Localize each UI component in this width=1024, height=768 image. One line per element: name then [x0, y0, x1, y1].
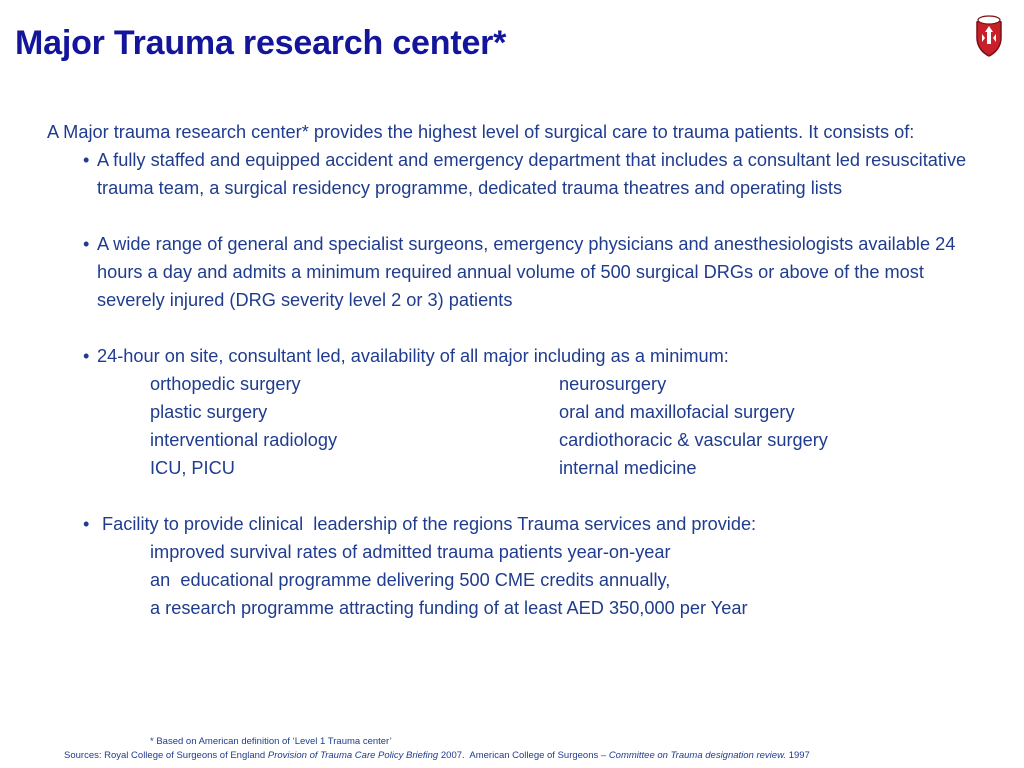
specialty-item: cardiothoracic & vascular surgery — [559, 430, 828, 450]
bullet-text: 24-hour on site, consultant led, availability of all major including as a minimum: — [97, 346, 729, 366]
bullet-text: A wide range of general and specialist surgeons, emergency physicians and anesthesiologists available 24 hours a day and admits a minimum required annual volume of 500 surgical DRGs or above of the most severely injured (DRG severity level 2 or 3) patients — [97, 234, 956, 310]
specialty-item: internal medicine — [559, 458, 697, 478]
slide-title: Major Trauma research center* — [15, 24, 507, 62]
bullet-item — [47, 146, 977, 202]
specialty-list — [47, 370, 977, 482]
specialty-item: oral and maxillofacial surgery — [559, 402, 795, 422]
bullet-item — [47, 230, 977, 314]
intro-text: A Major trauma research center* provides the highest level of surgical care to trauma patients. It consists of: — [47, 122, 915, 142]
specialty-item: plastic surgery — [150, 402, 268, 422]
specialty-item: interventional radiology — [150, 430, 338, 450]
sources-suffix: 1997 — [786, 750, 810, 761]
footnote: * Based on American definition of ‘Level 1 Trauma center’ — [150, 736, 392, 747]
bullet-marker: • — [83, 234, 90, 254]
slide-body — [47, 118, 977, 622]
sources-prefix: Sources: Royal College of Surgeons of England — [64, 750, 268, 761]
specialty-item: neurosurgery — [559, 374, 667, 394]
sub-item: an educational programme delivering 500 CME credits annually, — [150, 570, 671, 590]
sources-mid: 2007. American College of Surgeons – — [438, 750, 609, 761]
bullet-item — [47, 342, 977, 370]
bullet-text: Facility to provide clinical leadership of the regions Trauma services and provide: — [97, 514, 757, 534]
crest-logo-icon — [972, 14, 1006, 58]
bullet-marker: • — [83, 346, 90, 366]
bullet-text: A fully staffed and equipped accident and emergency department that includes a consultant led resuscitative trauma team, a surgical residency programme, dedicated trauma theatres and operating lists — [97, 150, 967, 198]
sub-item: improved survival rates of admitted trauma patients year-on-year — [150, 542, 671, 562]
sources-title-2: Committee on Trauma designation review. — [608, 750, 787, 761]
bullet-item — [47, 510, 977, 538]
sources-citation — [64, 750, 810, 761]
specialty-item: orthopedic surgery — [150, 374, 301, 394]
sources-title-1: Provision of Trauma Care Policy Briefing — [267, 750, 439, 761]
bullet-marker: • — [83, 150, 90, 170]
bullet-marker: • — [83, 514, 90, 534]
sub-item: a research programme attracting funding of at least AED 350,000 per Year — [150, 598, 748, 618]
specialty-item: ICU, PICU — [150, 458, 235, 478]
